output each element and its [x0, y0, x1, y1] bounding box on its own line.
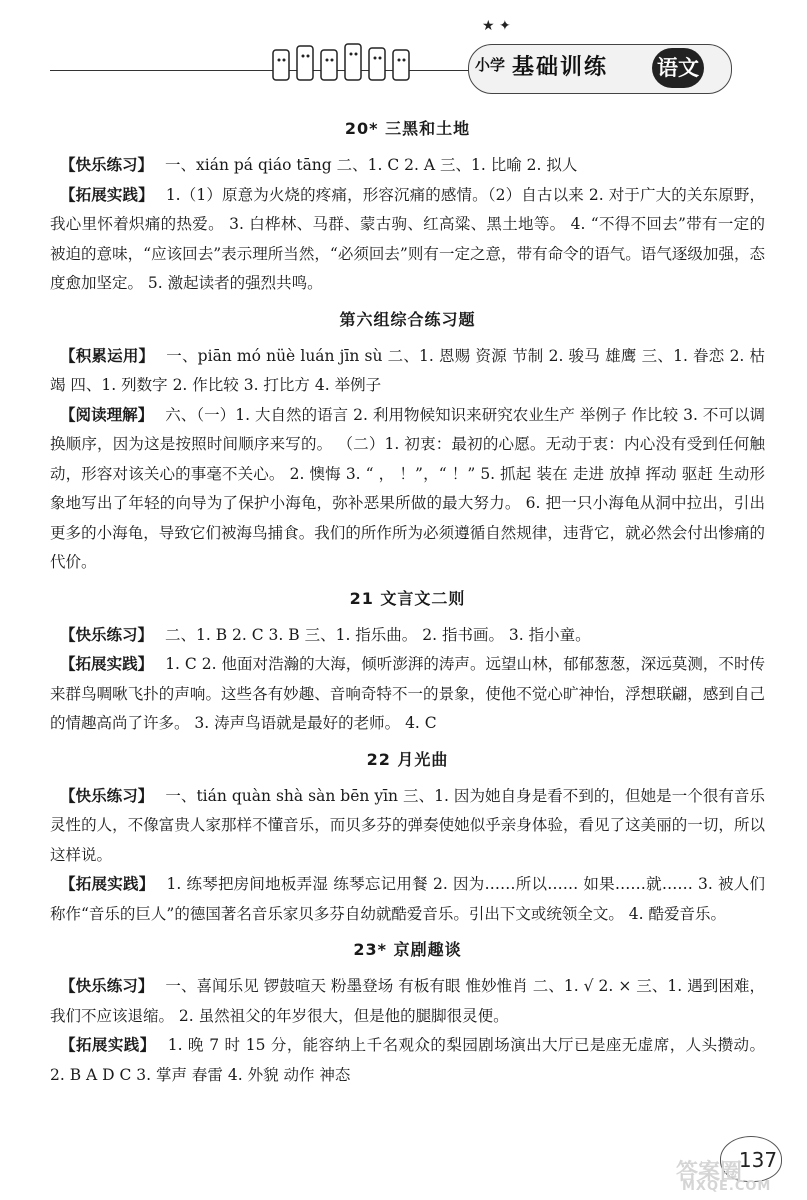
paragraph-tag: 【拓展实践】: [60, 875, 155, 893]
page-number: 137: [738, 1148, 778, 1172]
paragraph-tag: 【积累运用】: [60, 346, 155, 365]
paragraph-text: 1. 练琴把房间地板弄湿 练琴忘记用餐 2. 因为……所以…… 如果……就…… 3. 被人们称作“音乐的巨人”的德国著名音乐家贝多芬自幼就酷爱音乐。引出下文或统领全文。 4. 酷爱音乐。: [50, 875, 765, 923]
paragraph-text: 六、（一）1. 大自然的语言 2. 利用物候知识来研究农业生产 举例子 作比较 3. 不可以调换顺序，因为这是按照时间顺序来写的。 （二）1. 初衷：最初的心愿。无动于衷：内心没有受到任何触动，形容对该关心的事毫不关心。 2. 懊悔 3. “ ， ！”，“ ！” 5. 抓起 装在 走进 放掉 挥动 驱赶 生动形象地写出了年轻的向导为了保护小海龟，弥补恶果所做的最大努力。 6. 把一只小海龟从洞中拉出，引出更多的小海龟，导致它们被海鸟捕食。我们的所作所为必须遵循自然规律，违背它，就必然会付出惨痛的代价。: [50, 405, 765, 571]
answer-content: [50, 108, 765, 1090]
answer-paragraph: [50, 621, 765, 651]
paragraph-text: 1. 晚 7 时 15 分，能容纳上千名观众的梨园剧场演出大厅已是座无虚席，人头攒动。 2. B A D C 3. 掌声 春雷 4. 外貌 动作 神态: [50, 1036, 765, 1084]
answer-paragraph: [50, 151, 765, 181]
paragraph-text: 1.（1）原意为火烧的疼痛，形容沉痛的感情。（2）自古以来 2. 对于广大的关东原野，我心里怀着炽痛的热爱。 3. 白桦林、马群、蒙古驹、红高粱、黑土地等。 4. “不得不回去”带有一定的被迫的意味，“应该回去”表示理所当然，“必须回去”则有一定之意，带有命令的语气。语气逐级加强，态度愈加坚定。 5. 激起读者的强烈共鸣。: [50, 185, 765, 292]
paragraph-tag: 【拓展实践】: [60, 1036, 156, 1054]
answer-paragraph: [50, 870, 765, 929]
section-title: 22 月光曲: [366, 749, 449, 769]
stars-icon: ★ ✦: [482, 18, 511, 34]
section-title: 20* 三黑和土地: [344, 119, 471, 138]
paragraph-text: 一、piān mó nüè luán jīn sù 二、1. 恩赐 资源 节制 2. 骏马 雄鹰 三、1. 眷恋 2. 枯竭 四、1. 列数字 2. 作比较 3. 打比方 4. 举例子: [50, 346, 765, 394]
paragraph-tag: 【快乐练习】: [60, 625, 154, 644]
answer-paragraph: [50, 972, 765, 1031]
section-title: 第六组综合练习题: [339, 309, 476, 329]
page-header: [0, 0, 807, 110]
paragraph-tag: 【快乐练习】: [60, 156, 154, 174]
paragraph-tag: 【阅读理解】: [60, 405, 154, 424]
paragraph-text: 一、喜闻乐见 锣鼓喧天 粉墨登场 有板有眼 惟妙惟肖 二、1. √ 2. × 三、1. 遇到困难，我们不应该退缩。 2. 虽然祖父的年岁很大，但是他的腿脚很灵便。: [50, 977, 765, 1025]
paragraph-tag: 【快乐练习】: [60, 977, 154, 995]
paragraph-text: 二、1. B 2. C 3. B 三、1. 指乐曲。 2. 指书画。 3. 指小童。: [165, 625, 591, 644]
answer-paragraph: [50, 401, 765, 578]
paragraph-text: 1. C 2. 他面对浩瀚的大海，倾听澎湃的涛声。远望山林，郁郁葱葱，深远莫测，不时传来群鸟啁啾飞扑的声响。这些各有妙趣、音响奇特不一的景象，使他不觉心旷神怡，浮想联翩，感到自己的情趣高尚了许多。 3. 涛声鸟语就是最好的老师。 4. C: [50, 655, 765, 732]
answer-paragraph: [50, 1031, 765, 1090]
watermark: [670, 1155, 807, 1200]
brand-prefix: 小学: [475, 56, 506, 74]
answer-paragraph: [50, 782, 765, 871]
paragraph-tag: 【拓展实践】: [60, 185, 154, 204]
paragraph-tag: 【拓展实践】: [60, 655, 154, 673]
answer-paragraph: [50, 342, 765, 401]
watermark-text: 答案圈: [676, 1160, 743, 1185]
watermark-url: MXQE.COM: [682, 1179, 772, 1194]
brand-title: 基础训练: [512, 55, 609, 80]
paragraph-tag: 【快乐练习】: [60, 786, 154, 805]
answer-paragraph: [50, 181, 765, 299]
pencils-illustration-icon: [265, 40, 425, 88]
paragraph-text: 一、tián quàn shà sàn bēn yīn 三、1. 因为她自身是看不到的，但她是一个很有音乐灵性的人，不像富贵人家那样不懂音乐，而贝多芬的弹奏使她似乎亲身体验，看见了这美丽的一切，所以这样说。: [50, 786, 765, 864]
section-title: 21 文言文二则: [349, 588, 466, 608]
answer-paragraph: [50, 650, 765, 739]
section-title: 23* 京剧趣谈: [353, 940, 462, 959]
brand-subject: 语文: [652, 48, 704, 88]
paragraph-text: 一、xián pá qiáo tāng 二、1. C 2. A 三、1. 比喻 2. 拟人: [165, 156, 578, 174]
